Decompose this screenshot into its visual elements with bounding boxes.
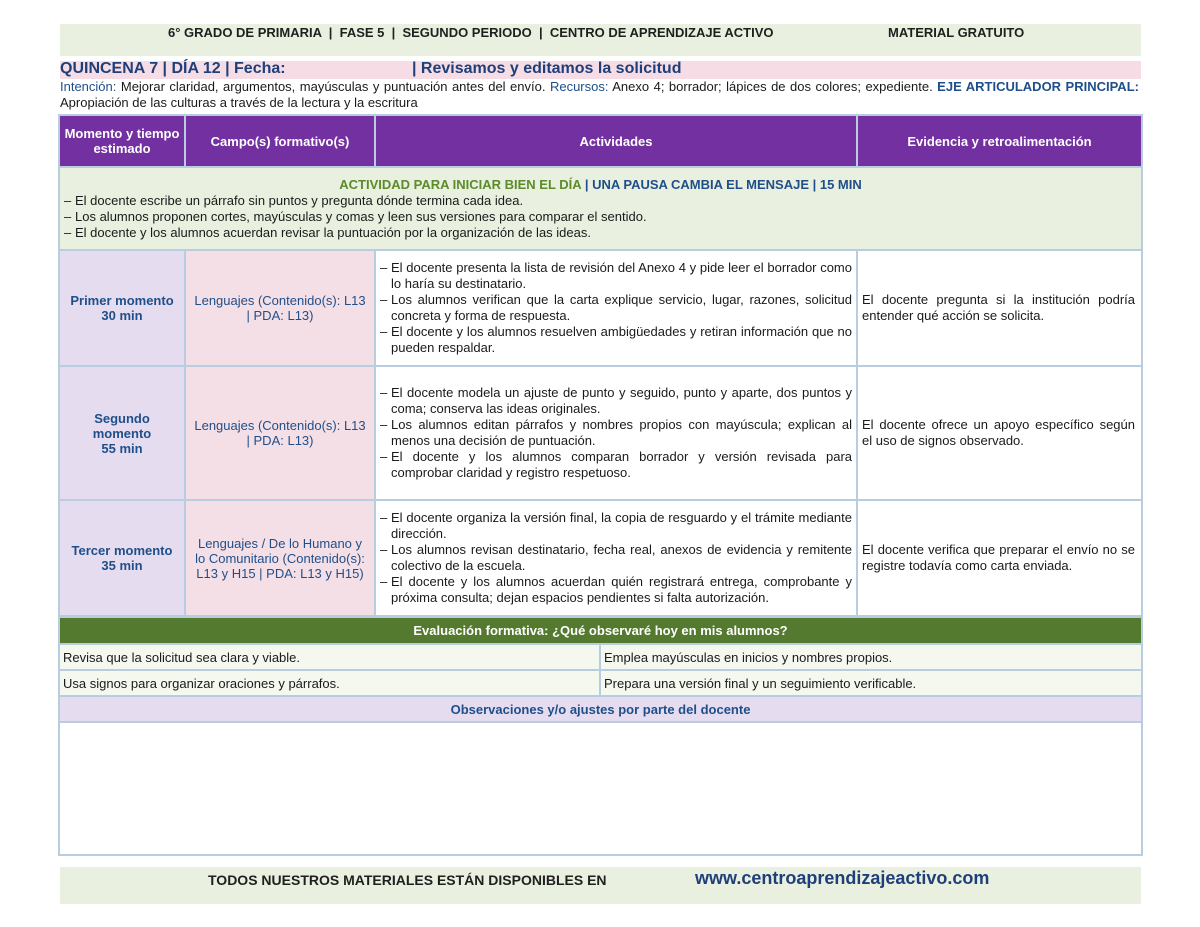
- evidencia-cell: El docente pregunta si la institución podría entender qué acción se solicita.: [857, 250, 1142, 366]
- inicio-title-blue: | UNA PAUSA CAMBIA EL MENSAJE | 15 MIN: [581, 177, 862, 192]
- observaciones-title: Observaciones y/o ajustes por parte del docente: [59, 696, 1142, 722]
- planning-table: [58, 114, 1143, 617]
- header-band: [60, 24, 1141, 56]
- list-item: – El docente modela un ajuste de punto y seguido, punto y aparte, dos puntos y coma; conserva las ideas originales.: [380, 385, 852, 417]
- evidencia-cell: El docente verifica que preparar el envío no se registre todavía como carta enviada.: [857, 500, 1142, 616]
- free-material-label: MATERIAL GRATUITO: [888, 25, 1025, 40]
- footer-url-link[interactable]: www.centroaprendizajeactivo.com: [695, 868, 990, 888]
- observaciones-area[interactable]: [59, 722, 1142, 855]
- momento-cell: [59, 500, 185, 616]
- actividades-cell: [375, 500, 857, 616]
- footer-band: [60, 867, 1141, 904]
- evaluation-item: Usa signos para organizar oraciones y párrafos.: [59, 670, 600, 696]
- evidencia-cell: El docente ofrece un apoyo específico según el uso de signos observado.: [857, 366, 1142, 500]
- evaluation-item: Emplea mayúsculas en inicios y nombres propios.: [600, 644, 1142, 670]
- list-item: – El docente y los alumnos comparan borrador y versión revisada para comprobar claridad y registro respetuoso.: [380, 449, 852, 481]
- list-item: – El docente escribe un párrafo sin puntos y pregunta dónde termina cada idea.: [64, 193, 1137, 209]
- list-item: – El docente organiza la versión final, la copia de resguardo y el trámite mediante dirección.: [380, 510, 852, 542]
- campo-cell: Lenguajes (Contenido(s): L13 | PDA: L13): [185, 250, 375, 366]
- momento-cell: [59, 366, 185, 500]
- list-item: – El docente y los alumnos acuerdan revisar la puntuación por la organización de las ideas.: [64, 225, 1137, 241]
- footer-text: TODOS NUESTROS MATERIALES ESTÁN DISPONIBLES EN: [208, 872, 607, 888]
- header-momento: Momento y tiempo estimado: [59, 115, 185, 167]
- header-text: 6° GRADO DE PRIMARIA | FASE 5 | SEGUNDO PERIODO | CENTRO DE APRENDIZAJE ACTIVO: [168, 25, 774, 40]
- table-row: [59, 500, 1142, 616]
- inicio-title: [64, 176, 1137, 193]
- table-header-row: [59, 115, 1142, 167]
- momento-cell: [59, 250, 185, 366]
- momento-time: 30 min: [101, 308, 143, 323]
- title-band: [60, 61, 1141, 79]
- header-campo: Campo(s) formativo(s): [185, 115, 375, 167]
- evaluation-item: Prepara una versión final y un seguimiento verificable.: [600, 670, 1142, 696]
- actividades-cell: [375, 250, 857, 366]
- momento-label: Tercer momento: [71, 543, 173, 558]
- intent-block: [60, 79, 1139, 111]
- table-row: [59, 366, 1142, 500]
- intencion-text: Mejorar claridad, argumentos, mayúsculas y puntuación antes del envío.: [120, 79, 546, 94]
- inicio-cell: [59, 167, 1142, 250]
- evaluation-table: [58, 616, 1143, 856]
- list-item: – El docente presenta la lista de revisión del Anexo 4 y pide leer el borrador como lo haría su destinatario.: [380, 260, 852, 292]
- actividades-cell: [375, 366, 857, 500]
- evaluation-title: Evaluación formativa: ¿Qué observaré hoy en mis alumnos?: [59, 617, 1142, 644]
- session-topic: | Revisamos y editamos la solicitud: [412, 60, 682, 77]
- header-evidencia: Evidencia y retroalimentación: [857, 115, 1142, 167]
- list-item: – El docente y los alumnos resuelven ambigüedades y retiran información que no pueden respaldar.: [380, 324, 852, 356]
- momento-time: 35 min: [101, 558, 143, 573]
- intencion-label: Intención:: [60, 79, 117, 94]
- momento-time: 55 min: [101, 440, 143, 456]
- recursos-text: Anexo 4; borrador; lápices de dos colores; expediente.: [612, 79, 933, 94]
- inicio-list: [64, 193, 1137, 241]
- list-item: – Los alumnos revisan destinatario, fecha real, anexos de evidencia y remitente colectivo de la escuela.: [380, 542, 852, 574]
- table-row: [59, 250, 1142, 366]
- recursos-label: Recursos:: [549, 79, 609, 94]
- momento-label: Primer momento: [70, 293, 174, 308]
- campo-cell: Lenguajes / De lo Humano y lo Comunitario (Contenido(s): L13 y H15 | PDA: L13 y H15): [185, 500, 375, 616]
- inicio-title-green: ACTIVIDAD PARA INICIAR BIEN EL DÍA: [339, 177, 582, 192]
- session-title: QUINCENA 7 | DÍA 12 | Fecha:: [60, 60, 286, 77]
- campo-cell: Lenguajes (Contenido(s): L13 | PDA: L13): [185, 366, 375, 500]
- eje-label: EJE ARTICULADOR PRINCIPAL:: [937, 79, 1139, 94]
- list-item: – Los alumnos proponen cortes, mayúsculas y comas y leen sus versiones para comparar el sentido.: [64, 209, 1137, 225]
- list-item: – Los alumnos verifican que la carta explique servicio, lugar, razones, solicitud concreta y forma de respuesta.: [380, 292, 852, 324]
- header-actividades: Actividades: [375, 115, 857, 167]
- list-item: – Los alumnos editan párrafos y nombres propios con mayúscula; explican al menos una decisión de puntuación.: [380, 417, 852, 449]
- momento-label: Segundo momento: [92, 410, 152, 441]
- evaluation-item: Revisa que la solicitud sea clara y viable.: [59, 644, 600, 670]
- list-item: – El docente y los alumnos acuerdan quién registrará entrega, comprobante y próxima consulta; dejan espacios pendientes si falta autorización.: [380, 574, 852, 606]
- inicio-row: [59, 167, 1142, 250]
- eje-text: Apropiación de las culturas a través de la lectura y la escritura: [60, 95, 418, 110]
